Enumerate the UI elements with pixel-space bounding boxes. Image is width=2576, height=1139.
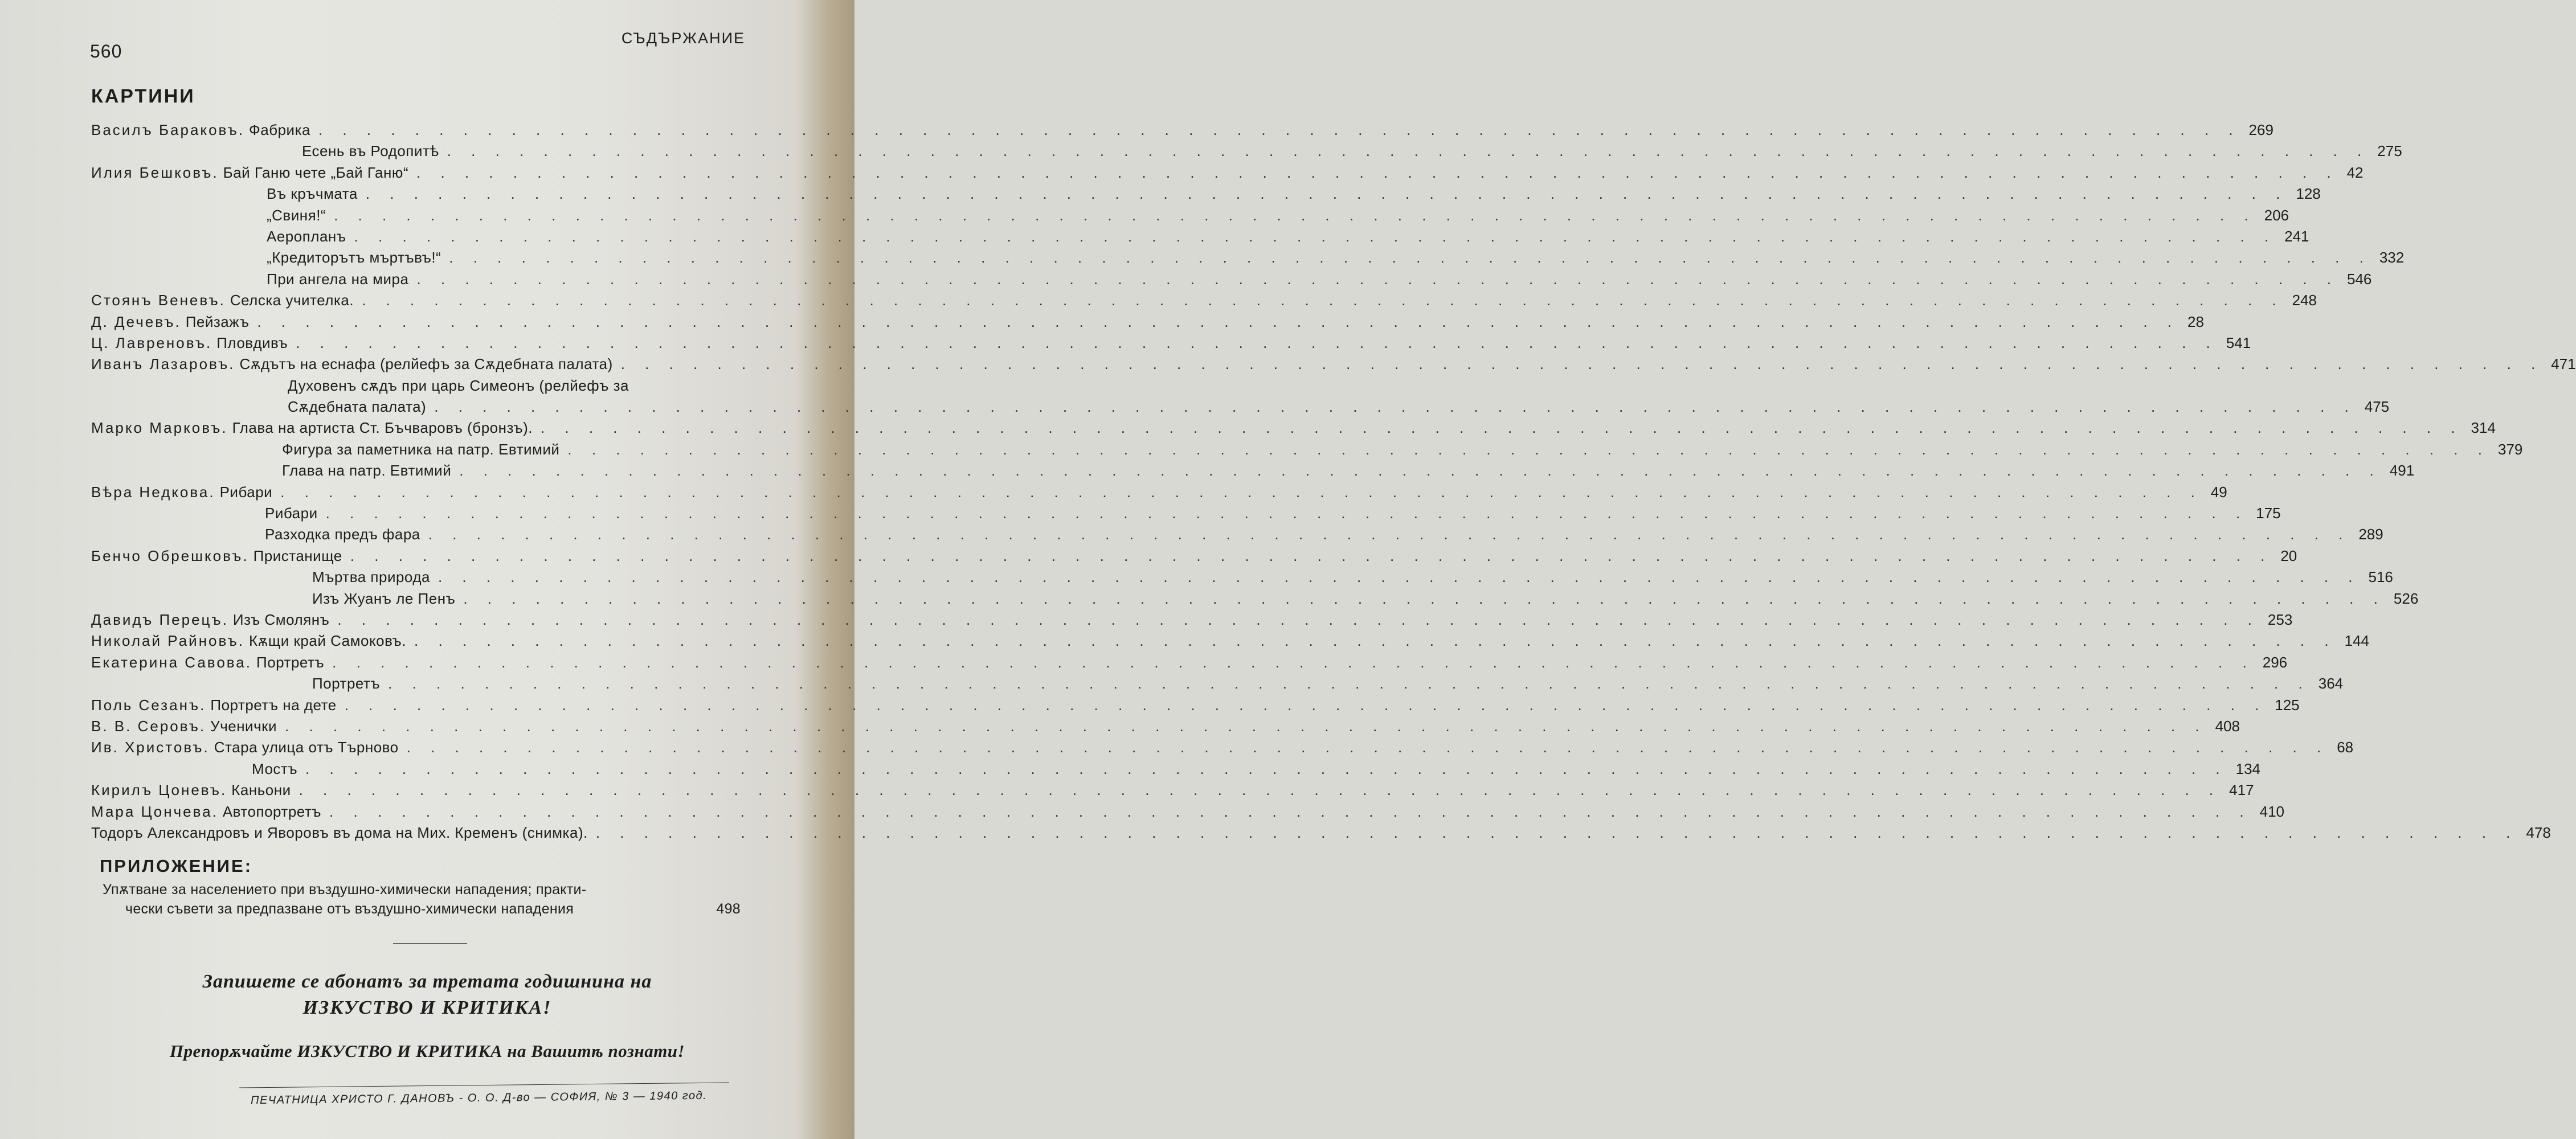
page-ref: 269 — [2248, 121, 2274, 138]
work-title: Въ кръчмата — [267, 185, 358, 203]
appendix-line-2-text: чески съвети за предпазване отъ въздушно-химически нападения — [125, 901, 574, 917]
page-ref: 541 — [2226, 334, 2251, 351]
contents-entry — [91, 377, 746, 398]
work-title: Аеропланъ — [267, 227, 346, 245]
dot-leader: . . . . . . . . . . . . . . . . . . . . . . . . . . . . . . . . . . . . . . . . . . . . . . . . . . . . . . . . . . . . . . . . . . . . . . . . . . . . . . . . — [318, 121, 2241, 138]
page-ref: 253 — [2267, 611, 2293, 628]
contents-entry — [91, 163, 2364, 185]
contents-entry — [91, 185, 2321, 206]
contents-entry — [91, 717, 2240, 739]
work-title: Мъртва природа — [312, 568, 430, 586]
dot-leader: . . . . . . . . . . . . . . . . . . . . . . . . . . . . . . . . . . . . . . . . . . . . . . . . . . . . . . . . . . . . . . . . . . . . . . . . . . . . . . . . — [350, 547, 2273, 564]
dot-leader: . . . . . . . . . . . . . . . . . . . . . . . . . . . . . . . . . . . . . . . . . . . . . . . . . . . . . . . . . . . . . . . . . . . . . . . . . . . . . . . . — [280, 483, 2203, 501]
page-ref: 144 — [2344, 632, 2369, 650]
contents-entry — [91, 206, 2289, 228]
work-title: Глава на патр. Евтимий — [282, 462, 452, 480]
contents-entry — [91, 675, 2344, 696]
work-title: Ученички — [210, 717, 277, 735]
artist-name: Илия Бешковъ. — [91, 163, 219, 181]
contents-entry — [91, 611, 2293, 632]
contents-entry — [91, 419, 2496, 440]
page-ref: 28 — [2187, 313, 2204, 330]
contents-entry — [91, 739, 2354, 760]
contents-entry — [91, 270, 2372, 292]
work-title: Изъ Жуанъ ле Пенъ — [312, 589, 456, 607]
work-title: Духовенъ сѫдъ при царь Симеонъ (релйефъ за — [288, 376, 629, 394]
contents-entry — [91, 760, 2261, 781]
contents-entry — [91, 781, 2254, 802]
page-ref: 408 — [2215, 717, 2240, 735]
page-ref: 491 — [2389, 462, 2415, 480]
page-ref: 49 — [2210, 483, 2227, 501]
work-title: „Кредиторътъ мъртъвъ!“ — [267, 249, 441, 267]
dot-leader: . . . . . . . . . . . . . . . . . . . . . . . . . . . . . . . . . . . . . . . . . . . . . . . . . . . . . . . . . . . . . . . . . . . . . . . . . . . . . . . . — [337, 611, 2260, 628]
artist-name: Ив. Христовъ. — [91, 739, 210, 756]
work-title: Есень въ Родопитѣ — [302, 142, 439, 160]
contents-entry — [91, 292, 2317, 313]
dot-leader: . . . . . . . . . . . . . . . . . . . . . . . . . . . . . . . . . . . . . . . . . . . . . . . . . . . . . . . . . . . . . . . . . . . . . . . . . . . . . . . . — [414, 632, 2337, 650]
contents-entry — [91, 355, 2576, 376]
artist-name: Бенчо Обрешковъ. — [91, 547, 249, 564]
appendix-line-2 — [103, 901, 741, 917]
promo-line-1: Запишете се абонатъ за третата годишнина на — [202, 971, 652, 992]
dot-leader: . . . . . . . . . . . . . . . . . . . . . . . . . . . . . . . . . . . . . . . . . . . . . . . . . . . . . . . . . . . . . . . . . . . . . . . . . . . . . . . . — [620, 355, 2544, 373]
dot-leader: . . . . . . . . . . . . . . . . . . . . . . . . . . . . . . . . . . . . . . . . . . . . . . . . . . . . . . . . . . . . . . . . . . . . . . . . . . . . . . . . — [459, 462, 2382, 480]
artist-name: Николай Райновъ. — [91, 632, 244, 650]
page-ref: 417 — [2229, 781, 2254, 799]
artist-name: Ц. Лавреновъ. — [91, 334, 212, 351]
appendix-line-1: Упѫтване за населението при въздушно-химически нападения; практи- — [103, 882, 587, 898]
dot-leader: . . . . . . . . . . . . . . . . . . . . . . . . . . . . . . . . . . . . . . . . . . . . . . . . . . . . . . . . . . . . . . . . . . . . . . . . . . . . . . . . — [285, 717, 2207, 735]
contents-entry — [91, 462, 2415, 483]
dot-leader: . . . . . . . . . . . . . . . . . . . . . . . . . . . . . . . . . . . . . . . . . . . . . . . . . . . . . . . . . . . . . . . . . . . . . . . . . . . . . . . . — [463, 589, 2386, 607]
dot-leader: . . . . . . . . . . . . . . . . . . . . . . . . . . . . . . . . . . . . . . . . . . . . . . . . . . . . . . . . . . . . . . . . . . . . . . . . . . . . . . . . — [567, 440, 2490, 458]
contents-entry — [91, 589, 2419, 611]
work-title: Сѫдебната палата) — [288, 398, 427, 416]
page-ref: 128 — [2296, 185, 2321, 203]
contents-entry — [91, 802, 2284, 824]
page-ref: 478 — [2526, 823, 2551, 841]
contents-entry — [91, 653, 2288, 675]
contents-entry — [91, 505, 2281, 526]
contents-entry — [91, 121, 2274, 142]
page-ref: 206 — [2264, 206, 2289, 224]
contents-entry — [91, 249, 2405, 270]
page-ref: 364 — [2318, 675, 2344, 693]
page-ref: 68 — [2337, 739, 2354, 756]
work-title: Глава на артиста Ст. Бъчваровъ (бронзъ). — [232, 419, 533, 437]
page-ref: 410 — [2259, 802, 2284, 820]
work-title: Фигура за паметника на патр. Евтимий — [282, 440, 560, 458]
work-title: Селска учителка. — [230, 292, 354, 309]
imprint-rule — [239, 1082, 729, 1088]
promo-line-2: ИЗКУСТВО И КРИТИКА! — [302, 997, 552, 1018]
page-ref: 471 — [2551, 355, 2576, 373]
contents-entry — [91, 440, 2523, 462]
page-number: 560 — [90, 41, 122, 62]
page-ref: 475 — [2364, 398, 2390, 416]
work-title: Тодоръ Александровъ и Яворовъ въ дома на Мих. Кременъ (снимка). — [91, 823, 588, 841]
contents-entry — [91, 483, 2227, 505]
contents-entry — [91, 334, 2251, 355]
work-title: Портретъ на дете — [210, 696, 337, 714]
dot-leader: . . . . . . . . . . . . . . . . . . . . . . . . . . . . . . . . . . . . . . . . . . . . . . . . . . . . . . . . . . . . . . . . . . . . . . . . . . . . . . . . — [437, 568, 2361, 586]
page-ref: 296 — [2262, 653, 2288, 671]
page-ref: 289 — [2358, 526, 2383, 543]
contents-list — [91, 121, 2576, 845]
contents-entry — [91, 823, 2551, 845]
appendix-entry — [103, 882, 741, 917]
appendix-title: ПРИЛОЖЕНИЕ: — [100, 856, 253, 876]
work-title: Пейзажъ — [185, 313, 250, 330]
dot-leader: . . . . . . . . . . . . . . . . . . . . . . . . . . . . . . . . . . . . . . . . . . . . . . . . . . . . . . . . . . . . . . . . . . . . . . . . . . . . . . . . — [354, 227, 2277, 245]
artist-name: Кирилъ Цоневъ. — [91, 781, 227, 799]
contents-entry — [91, 227, 2309, 249]
work-title: Каньони — [231, 781, 291, 799]
artist-name: Мара Цончева. — [91, 802, 218, 820]
page-ref: 379 — [2497, 440, 2523, 458]
contents-entry — [91, 696, 2300, 718]
work-title: Кѫщи край Самоковъ. — [248, 632, 406, 650]
artist-name: Поль Сезанъ. — [91, 696, 206, 714]
dot-leader: . . . . . . . . . . . . . . . . . . . . . . . . . . . . . . . . . . . . . . . . . . . . . . . . . . . . . . . . . . . . . . . . . . . . . . . . . . . . . . . . — [365, 185, 2288, 203]
dot-leader: . . . . . . . . . . . . . . . . . . . . . . . . . . . . . . . . . . . . . . . . . . . . . . . . . . . . . . . . . . . . . . . . . . . . . . . . . . . . . . . . — [305, 760, 2228, 777]
dot-leader: . . . . . . . . . . . . . . . . . . . . . . . . . . . . . . . . . . . . . . . . . . . . . . . . . . . . . . . . . . . . . . . . . . . . . . . . . . . . . . . . — [428, 526, 2351, 543]
contents-entry — [91, 568, 2393, 589]
dot-leader: . . . . . . . . . . . . . . . . . . . . . . . . . . . . . . . . . . . . . . . . . . . . . . . . . . . . . . . . . . . . . . . . . . . . . . . . . . . . . . . . — [449, 249, 2371, 267]
work-title: Бай Ганю чете „Бай Ганю“ — [223, 163, 409, 181]
work-title: Пристанище — [253, 547, 342, 564]
contents-entry — [91, 547, 2297, 568]
artist-name: Василъ Бараковъ. — [91, 121, 244, 138]
work-title: Разходка предъ фара — [265, 526, 420, 543]
printer-imprint: ПЕЧАТНИЦА ХРИСТО Г. ДАНОВЪ - О. О. Д-во — СОФИЯ, № 3 — 1940 год. — [250, 1089, 708, 1107]
contents-entry — [91, 313, 2204, 334]
work-title: При ангела на мира — [267, 270, 409, 288]
contents-entry — [91, 632, 2369, 653]
work-title: Сѫдътъ на еснафа (релйефъ за Сѫдебната палата) — [239, 355, 613, 373]
page-ref: 546 — [2347, 270, 2372, 288]
appendix-page: 498 — [716, 901, 741, 917]
page-ref: 275 — [2377, 142, 2402, 160]
divider-rule — [393, 943, 467, 944]
dot-leader: . . . . . . . . . . . . . . . . . . . . . . . . . . . . . . . . . . . . . . . . . . . . . . . . . . . . . . . . . . . . . . . . . . . . . . . . . . . . . . . . — [595, 823, 2518, 841]
dot-leader: . . . . . . . . . . . . . . . . . . . . . . . . . . . . . . . . . . . . . . . . . . . . . . . . . . . . . . . . . . . . . . . . . . . . . . . . . . . . . . . . — [416, 163, 2339, 181]
artist-name: Давидъ Перецъ. — [91, 611, 228, 628]
dot-leader: . . . . . . . . . . . . . . . . . . . . . . . . . . . . . . . . . . . . . . . . . . . . . . . . . . . . . . . . . . . . . . . . . . . . . . . . . . . . . . . . — [540, 419, 2463, 437]
work-title: Автопортретъ — [222, 802, 322, 820]
dot-leader: . . . . . . . . . . . . . . . . . . . . . . . . . . . . . . . . . . . . . . . . . . . . . . . . . . . . . . . . . . . . . . . . . . . . . . . . . . . . . . . . — [362, 292, 2284, 309]
dot-leader: . . . . . . . . . . . . . . . . . . . . . . . . . . . . . . . . . . . . . . . . . . . . . . . . . . . . . . . . . . . . . . . . . . . . . . . . . . . . . . . . — [257, 313, 2180, 330]
artist-name: В. В. Серовъ. — [91, 717, 206, 735]
work-title: Пловдивъ — [216, 334, 288, 351]
page-ref: 526 — [2393, 589, 2419, 607]
work-title: Мостъ — [252, 760, 298, 777]
artist-name: Стоянъ Веневъ. — [91, 292, 226, 309]
dot-leader: . . . . . . . . . . . . . . . . . . . . . . . . . . . . . . . . . . . . . . . . . . . . . . . . . . . . . . . . . . . . . . . . . . . . . . . . . . . . . . . . — [332, 653, 2255, 671]
promo-line-3: Препорѫчайте ИЗКУСТВО И КРИТИКА на Вашитѣ познати! — [169, 1041, 685, 1061]
dot-leader: . . . . . . . . . . . . . . . . . . . . . . . . . . . . . . . . . . . . . . . . . . . . . . . . . . . . . . . . . . . . . . . . . . . . . . . . . . . . . . . . — [334, 206, 2256, 224]
dot-leader: . . . . . . . . . . . . . . . . . . . . . . . . . . . . . . . . . . . . . . . . . . . . . . . . . . . . . . . . . . . . . . . . . . . . . . . . . . . . . . . . — [406, 739, 2329, 756]
work-title: Портретъ — [256, 653, 325, 671]
work-title: Изъ Смолянъ — [232, 611, 330, 628]
page-ref: 125 — [2275, 696, 2300, 714]
page-ref: 42 — [2346, 163, 2364, 181]
dot-leader: . . . . . . . . . . . . . . . . . . . . . . . . . . . . . . . . . . . . . . . . . . . . . . . . . . . . . . . . . . . . . . . . . . . . . . . . . . . . . . . . — [344, 696, 2267, 714]
dot-leader: . . . . . . . . . . . . . . . . . . . . . . . . . . . . . . . . . . . . . . . . . . . . . . . . . . . . . . . . . . . . . . . . . . . . . . . . . . . . . . . . — [329, 802, 2252, 820]
running-head: СЪДЪРЖАНИЕ — [621, 30, 745, 47]
artist-name: Д. Дечевъ. — [91, 313, 181, 330]
contents-entry — [91, 142, 2402, 163]
section-title: КАРТИНИ — [91, 85, 195, 107]
page-ref: 241 — [2284, 227, 2309, 245]
page-ref: 20 — [2280, 547, 2297, 564]
dot-leader: . . . . . . . . . . . . . . . . . . . . . . . . . . . . . . . . . . . . . . . . . . . . . . . . . . . . . . . . . . . . . . . . . . . . . . . . . . . . . . . . — [325, 505, 2248, 522]
dot-leader: . . . . . . . . . . . . . . . . . . . . . . . . . . . . . . . . . . . . . . . . . . . . . . . . . . . . . . . . . . . . . . . . . . . . . . . . . . . . . . . . — [434, 398, 2357, 416]
work-title: „Свиня!“ — [267, 206, 326, 224]
page-ref: 332 — [2379, 249, 2405, 267]
dot-leader: . . . . . . . . . . . . . . . . . . . . . . . . . . . . . . . . . . . . . . . . . . . . . . . . . . . . . . . . . . . . . . . . . . . . . . . . . . . . . . . . — [447, 142, 2370, 160]
page-ref: 248 — [2292, 292, 2317, 309]
dot-leader: . . . . . . . . . . . . . . . . . . . . . . . . . . . . . . . . . . . . . . . . . . . . . . . . . . . . . . . . . . . . . . . . . . . . . . . . . . . . . . . . — [299, 781, 2222, 799]
artist-name: Екатерина Савова. — [91, 653, 252, 671]
work-title: Портретъ — [312, 675, 381, 693]
dot-leader: . . . . . . . . . . . . . . . . . . . . . . . . . . . . . . . . . . . . . . . . . . . . . . . . . . . . . . . . . . . . . . . . . . . . . . . . . . . . . . . . — [416, 270, 2339, 288]
page-ref: 516 — [2368, 568, 2393, 586]
artist-name: Вѣра Недкова. — [91, 483, 215, 501]
dot-leader: . . . . . . . . . . . . . . . . . . . . . . . . . . . . . . . . . . . . . . . . . . . . . . . . . . . . . . . . . . . . . . . . . . . . . . . . . . . . . . . . — [296, 334, 2218, 351]
contents-entry — [91, 526, 2383, 547]
artist-name: Иванъ Лазаровъ. — [91, 355, 235, 373]
page-ref: 175 — [2256, 505, 2281, 522]
work-title: Стара улица отъ Търново — [214, 739, 399, 756]
work-title: Рибари — [219, 483, 273, 501]
page-ref: 314 — [2471, 419, 2496, 437]
work-title: Фабрика — [248, 121, 310, 138]
dot-leader: . . . . . . . . . . . . . . . . . . . . . . . . . . . . . . . . . . . . . . . . . . . . . . . . . . . . . . . . . . . . . . . . . . . . . . . . . . . . . . . . — [388, 675, 2311, 693]
work-title: Рибари — [265, 505, 318, 522]
page-ref: 134 — [2235, 760, 2261, 777]
contents-entry — [91, 398, 2390, 419]
artist-name: Марко Марковъ. — [91, 419, 228, 437]
